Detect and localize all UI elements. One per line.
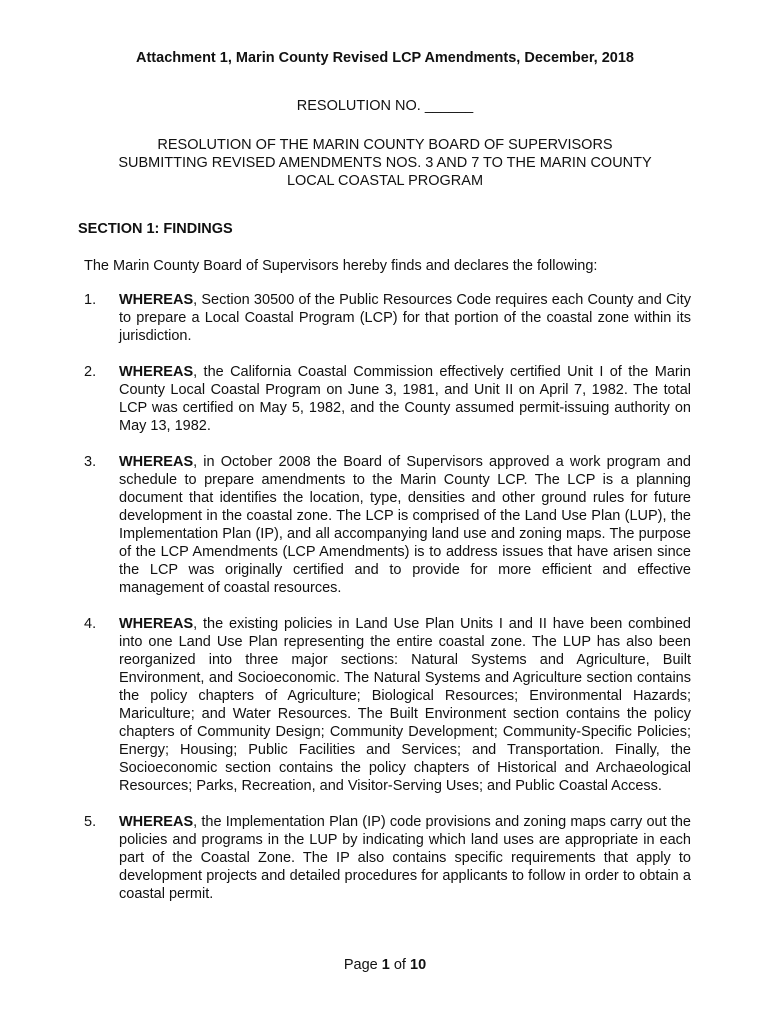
resolution-title [80,136,690,190]
finding-text [119,813,691,903]
finding-body: , in October 2008 the Board of Supervisors approved a work program and schedule to prepare amendments to the Marin County LCP. The LCP is a planning document that identifies the location, type, densities and other ground rules for future development in the coastal zone. The LCP is comprised of the Land Use Plan (LUP), the Implementation Plan (IP), and all accompanying land use and zoning maps. The purpose of the LCP Amendments (LCP Amendments) is to address issues that have arisen since the LCP was originally certified and to provide for more efficient and effective management of coastal resources. [119,454,691,596]
finding-item [84,453,691,597]
section-heading: SECTION 1: FINDINGS [78,221,233,237]
finding-keyword: WHEREAS [119,814,194,830]
resolution-title-line: RESOLUTION OF THE MARIN COUNTY BOARD OF SUPERVISORS [157,137,613,153]
finding-item [84,615,691,795]
finding-number: 5. [84,814,97,830]
resolution-number: RESOLUTION NO. ______ [296,98,474,114]
finding-number: 1. [84,292,97,308]
page-of-label: of [389,957,410,973]
page-current: 1 [381,957,390,973]
finding-text [119,363,691,435]
finding-number: 2. [84,364,97,380]
finding-item [84,291,691,345]
finding-text [119,291,691,345]
finding-keyword: WHEREAS [119,454,194,470]
finding-body: , the existing policies in Land Use Plan Units I and II have been combined into one Land Use Plan representing the entire coastal zone. The LUP has also been reorganized into three major sections: Natural Systems and Agriculture, Built Environment, and Socioeconomic. The Natural Systems and Agriculture section contains the policy chapters of Agriculture; Biological Resources; Environmental Hazards; Mariculture; and Water Resources. The Built Environment section contains the policy chapters of Community Design; Community Development; Community-Specific Policies; Energy; Housing; Public Facilities and Services; and Transportation. Finally, the Socioeconomic section contains the policy chapters of Historical and Archaeological Resources; Parks, Recreation, and Visitor-Serving Uses; and Public Coastal Access. [119,616,691,794]
finding-keyword: WHEREAS [119,616,194,632]
page-label: Page [343,957,382,973]
finding-text [119,615,691,795]
finding-body: , Section 30500 of the Public Resources Code requires each County and City to prepare a Local Coastal Program (LCP) for that portion of the coastal zone within its jurisdiction. [119,292,691,344]
intro-paragraph: The Marin County Board of Supervisors hereby finds and declares the following: [84,258,598,274]
document-header: Attachment 1, Marin County Revised LCP Amendments, December, 2018 [136,50,634,66]
page-total: 10 [410,957,427,973]
resolution-title-line: LOCAL COASTAL PROGRAM [286,173,484,189]
finding-number: 3. [84,454,97,470]
findings-list [84,291,691,921]
finding-body: , the California Coastal Commission effectively certified Unit I of the Marin County Local Coastal Program on June 3, 1981, and Unit II on April 7, 1982. The total LCP was certified on May 5, 1982, and the County assumed permit-issuing authority on May 13, 1982. [119,364,691,434]
finding-number: 4. [84,616,97,632]
finding-keyword: WHEREAS [119,292,194,308]
finding-text [119,453,691,597]
page-footer [0,956,770,974]
finding-body: , the Implementation Plan (IP) code provisions and zoning maps carry out the policies and programs in the LUP by indicating which land uses are appropriate in each part of the Coastal Zone. The IP also contains specific requirements that apply to development projects and detailed procedures for applicants to follow in order to obtain a coastal permit. [119,814,691,902]
finding-keyword: WHEREAS [119,364,194,380]
resolution-title-line: SUBMITTING REVISED AMENDMENTS NOS. 3 AND 7 TO THE MARIN COUNTY [118,155,652,171]
finding-item [84,813,691,903]
finding-item [84,363,691,435]
